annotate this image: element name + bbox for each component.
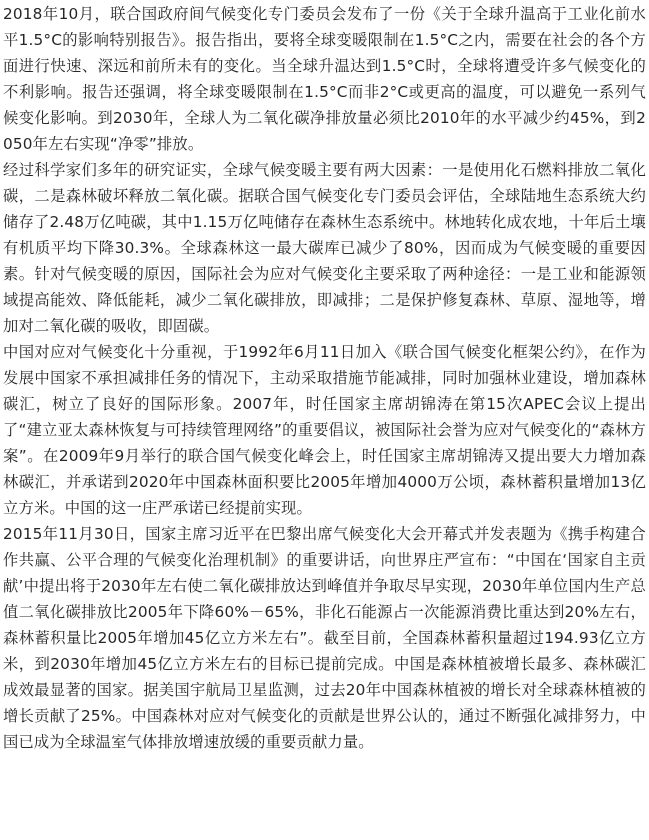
paragraph-ipcc-report: 2018年10月，联合国政府间气候变化专门委员会发布了一份《关于全球升温高于工业化前水平1.5°C的影响特别报告》。报告指出，要将全球变暖限制在1.5°C之内，需要在社会的各个方面进行快速、深远和前所未有的变化。当全球升温达到1.5°C时，全球将遭受许多气候变化的不利影响。报告还强调，将全球变暖限制在1.5°C而非2°C或更高的温度，可以避免一系列气候变化影响。到2030年，全球人为二氧化碳净排放量必须比2010年的水平减少约45%，到2050年左右实现“净零”排放。 bbox=[3, 5, 646, 153]
article-body bbox=[3, 1, 646, 755]
paragraph-climate-causes: 经过科学家们多年的研究证实，全球气候变暖主要有两大因素：一是使用化石燃料排放二氧化碳，二是森林破坏释放二氧化碳。据联合国气候变化专门委员会评估，全球陆地生态系统大约储存了2.48万亿吨碳，其中1.15万亿吨储存在森林生态系统中。林地转化成农地，十年后土壤有机质平均下降30.3%。全球森林这一最大碳库已减少了80%，因而成为气候变暖的重要因素。针对气候变暖的原因，国际社会为应对气候变化主要采取了两种途径：一是工业和能源领域提高能效、降低能耗，减少二氧化碳排放，即减排；二是保护修复森林、草原、湿地等，增加对二氧化碳的吸收，即固碳。 bbox=[3, 161, 646, 335]
paragraph-china-commitment: 中国对应对气候变化十分重视，于1992年6月11日加入《联合国气候变化框架公约》，在作为发展中国家不承担减排任务的情况下，主动采取措施节能减排，同时加强林业建设，增加森林碳汇，树立了良好的国际形象。2007年，时任国家主席胡锦涛在第15次APEC会议上提出了“建立亚太森林恢复与可持续管理网络”的重要倡议，被国际社会誉为应对气候变化的“森林方案”。在2009年9月举行的联合国气候变化峰会上，时任国家主席胡锦涛又提出要大力增加森林碳汇，并承诺到2020年中国森林面积要比2005年增加4000万公顷，森林蓄积量增加13亿立方米。中国的这一庄严承诺已经提前实现。 bbox=[3, 343, 646, 517]
paragraph-paris-speech: 2015年11月30日，国家主席习近平在巴黎出席气候变化大会开幕式并发表题为《携手构建合作共赢、公平合理的气候变化治理机制》的重要讲话，向世界庄严宣布：“中国在‘国家自主贡献’中提出将于2030年左右使二氧化碳排放达到峰值并争取尽早实现，2030年单位国内生产总值二氧化碳排放比2005年下降60%－65%，非化石能源占一次能源消费比重达到20%左右，森林蓄积量比2005年增加45亿立方米左右”。截至目前，全国森林蓄积量超过194.93亿立方米，到2030年增加45亿立方米左右的目标已提前完成。中国是森林植被增长最多、森林碳汇成效最显著的国家。据美国宇航局卫星监测，过去20年中国森林植被的增长对全球森林植被的增长贡献了25%。中国森林对应对气候变化的贡献是世界公认的，通过不断强化减排努力，中国已成为全球温室气体排放增速放缓的重要贡献力量。 bbox=[3, 525, 646, 751]
